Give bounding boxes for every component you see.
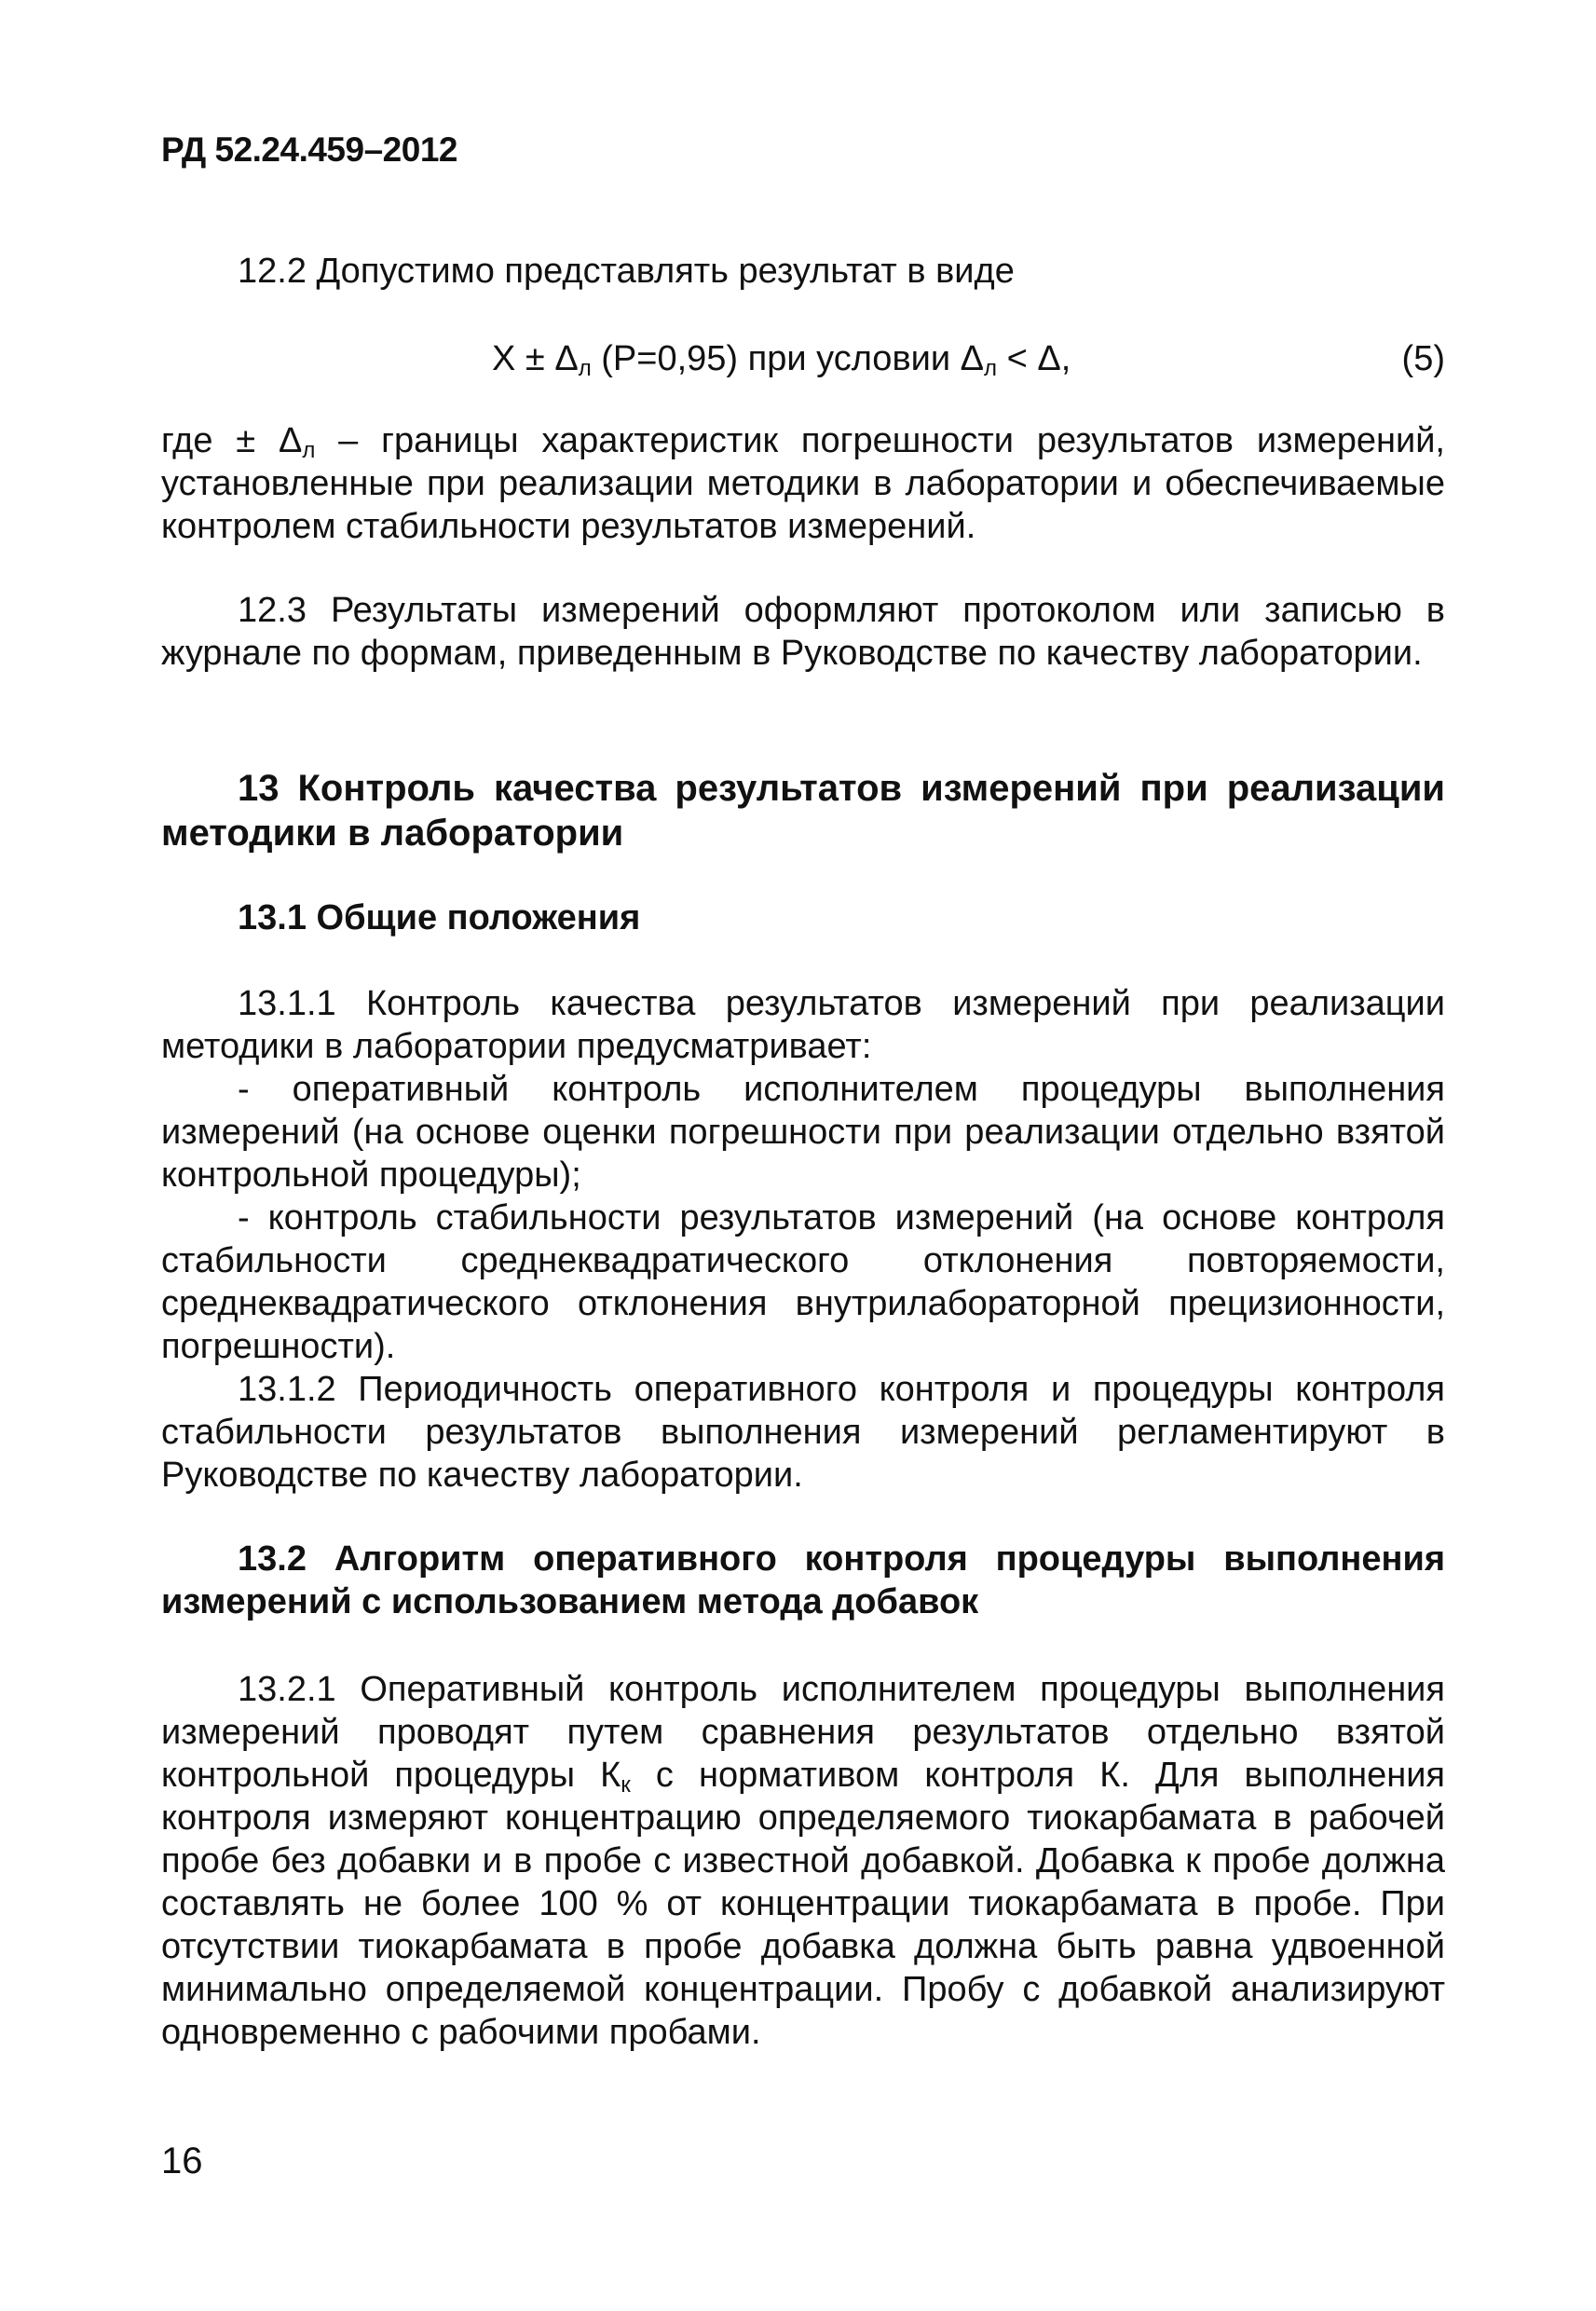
where-lead: где ± Δ: [161, 421, 303, 460]
paragraph-13-2-1-part-1: 13.2.1 Оперативный контроль исполнителем процедуры выполнения измерений проводят путем сравнения результатов отдельно взятой контрольной процедуры К: [161, 1670, 1445, 1795]
where-sub: л: [302, 438, 316, 463]
paragraph-12-3: [161, 589, 1445, 675]
section-13-heading-block: [161, 766, 1445, 855]
paragraph-12-2: [161, 250, 1445, 293]
page-number: 16: [161, 2140, 203, 2181]
paragraph-13-2-1-part-2: с нормативом контроля К. Для выполнения контроля измеряют концентрацию определяемого тиокарбамата в рабочей пробе без добавки и в пробе с известной добавкой. Добавка к пробе должна составлять не более 100 % от концентрации тиокарбамата в пробе. При отсутствии тиокарбамата в пробе добавка должна быть равна удвоенной минимально определяемой концентрации. Пробу с добавкой анализируют одновременно с рабочими пробами.: [161, 1756, 1445, 2052]
paragraph-13-2-1: [161, 1668, 1445, 2054]
formula-number: (5): [1401, 339, 1445, 378]
section-13-2-heading-block: [161, 1538, 1445, 1623]
formula-sub-2: л: [984, 356, 998, 381]
formula-expression: [492, 337, 1071, 380]
paragraph-13-1-1-item-2: - контроль стабильности результатов измерений (на основе контроля стабильности среднеквадратического отклонения повторяемости, среднеквадратического отклонения внутрилабораторной прецизионности, погрешности).: [161, 1198, 1445, 1366]
section-13-2-heading: 13.2 Алгоритм оперативного контроля процедуры выполнения измерений с использованием метода добавок: [161, 1539, 1445, 1621]
paragraph-12-3-text: 12.3 Результаты измерений оформляют протоколом или записью в журнале по формам, приведенным в Руководстве по качеству лаборатории.: [161, 591, 1445, 673]
formula-sub-1: л: [578, 356, 592, 381]
paragraph-13-1-1: [161, 982, 1445, 1497]
paragraph-where: [161, 419, 1445, 548]
section-13-1-heading: 13.1 Общие положения: [238, 898, 641, 937]
paragraph-13-2-1-text: [161, 1668, 1445, 2054]
formula-lhs: X ± Δ: [492, 339, 579, 378]
paragraph-13-1-1-item-1: - оперативный контроль исполнителем процедуры выполнения измерений (на основе оценки погрешности при реализации отдельно взятой контрольной процедуры);: [161, 1070, 1445, 1195]
paragraph-12-2-text: 12.2 Допустимо представлять результат в виде: [238, 252, 1015, 291]
where-text: [161, 419, 1445, 548]
formula-rhs: < Δ,: [997, 339, 1071, 378]
document-code-header: РД 52.24.459–2012: [161, 130, 457, 169]
paragraph-13-2-1-sub: к: [621, 1772, 631, 1798]
paragraph-13-1-1-intro: 13.1.1 Контроль качества результатов измерений при реализации методики в лаборатории предусматривает:: [161, 984, 1445, 1066]
where-rest: – границы характеристик погрешности результатов измерений, установленные при реализации методики в лаборатории и обеспечиваемые контролем стабильности результатов измерений.: [161, 421, 1445, 546]
paragraph-13-1-2: 13.1.2 Периодичность оперативного контроля и процедуры контроля стабильности результатов выполнения измерений регламентируют в Руководстве по качеству лаборатории.: [161, 1370, 1445, 1495]
section-13-1-heading-block: [161, 896, 1445, 939]
formula-mid: (P=0,95) при условии Δ: [591, 339, 985, 378]
section-13-heading: 13 Контроль качества результатов измерений при реализации методики в лаборатории: [161, 768, 1445, 854]
formula-5: [161, 337, 1445, 380]
